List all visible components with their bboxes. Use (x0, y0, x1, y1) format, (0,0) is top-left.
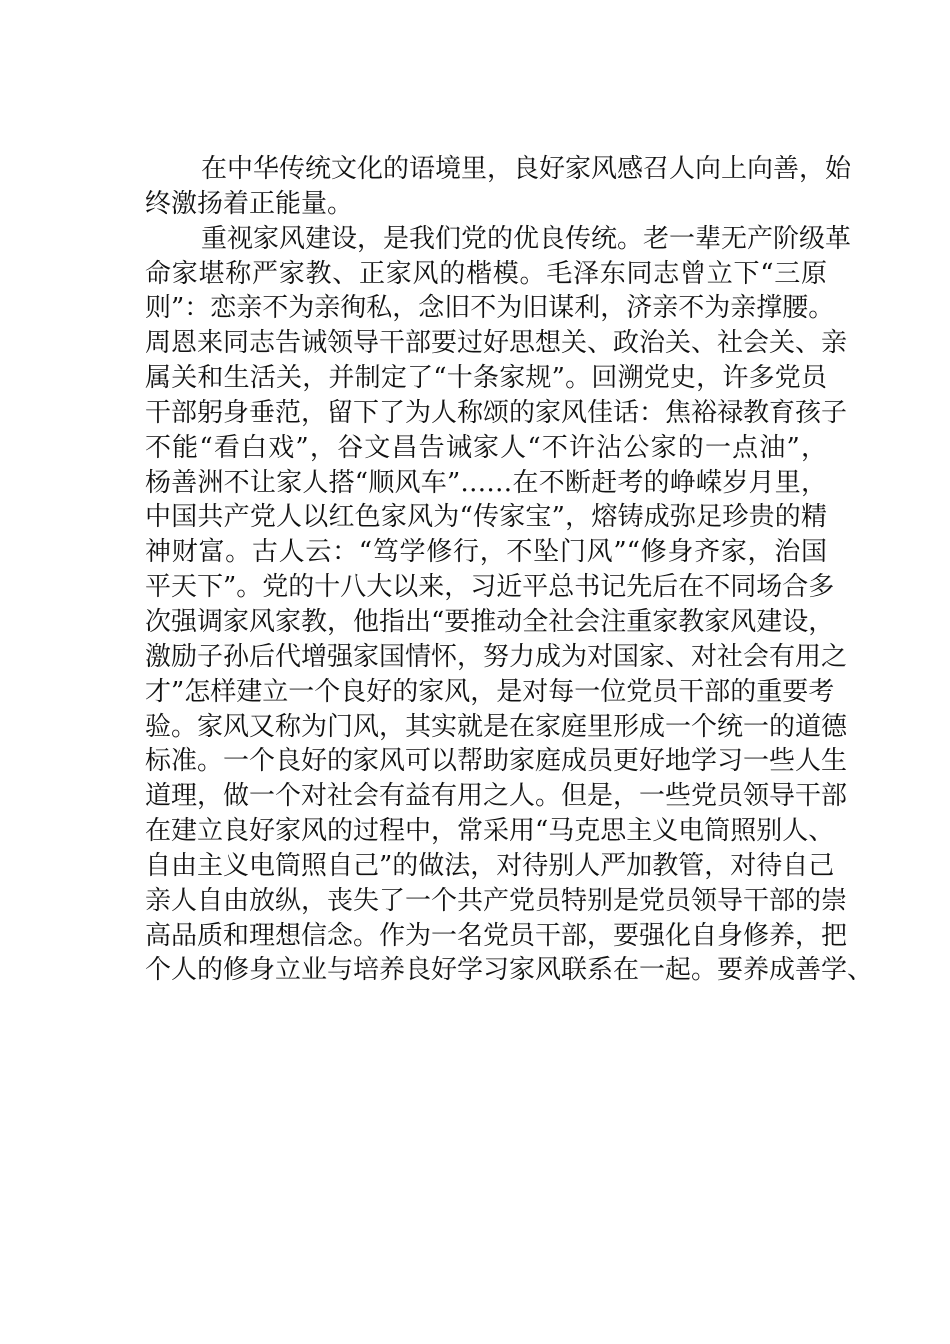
text-line: 才”怎样建立一个良好的家风，是对每一位党员干部的重要考 (145, 676, 835, 707)
text-line: 在建立良好家风的过程中，常采用“马克思主义电筒照别人、 (145, 816, 835, 847)
text-line: 亲人自由放纵，丧失了一个共产党员特别是党员领导干部的崇 (145, 885, 848, 916)
text-line: 道理，做一个对社会有益有用之人。但是，一些党员领导干部 (145, 781, 848, 812)
text-line: 验。家风又称为门风，其实就是在家庭里形成一个统一的道德 (145, 711, 848, 742)
text-line: 自由主义电筒照自己”的做法，对待别人严加教管，对待自己 (145, 850, 835, 881)
text-line: 属关和生活关，并制定了“十条家规”。回溯党史，许多党员 (145, 363, 827, 394)
text-line: 杨善洲不让家人搭“顺风车”……在不断赶考的峥嵘岁月里， (145, 467, 827, 498)
text-line: 高品质和理想信念。作为一名党员干部，要强化自身修养，把 (145, 920, 848, 951)
text-line: 则”：恋亲不为亲徇私，念旧不为旧谋利，济亲不为亲撑腰。 (145, 293, 835, 324)
paragraph-1 (145, 152, 852, 222)
paragraph-2 (145, 222, 874, 989)
text-line: 次强调家风家教，他指出“要推动全社会注重家教家风建设， (145, 606, 835, 637)
text-line: 中国共产党人以红色家风为“传家宝”，熔铸成弥足珍贵的精 (145, 502, 827, 533)
text-line: 周恩来同志告诫领导干部要过好思想关、政治关、社会关、亲 (145, 328, 848, 359)
text-line: 在中华传统文化的语境里，良好家风感召人向上向善，始 (201, 154, 852, 184)
text-line: 神财富。古人云：“笃学修行，不坠门风”“修身齐家，治国 (145, 537, 827, 568)
text-line: 个人的修身立业与培养良好学习家风联系在一起。要养成善学、 (145, 955, 874, 986)
text-line: 平天下”。党的十八大以来，习近平总书记先后在不同场合多 (145, 572, 835, 603)
text-line: 激励子孙后代增强家国情怀，努力成为对国家、对社会有用之 (145, 641, 848, 672)
text-line: 命家堪称严家教、正家风的楷模。毛泽东同志曾立下“三原 (145, 258, 827, 289)
text-line: 终激扬着正能量。 (145, 188, 354, 219)
text-line: 不能“看白戏”，谷文昌告诫家人“不许沾公家的一点油”， (145, 432, 827, 463)
text-line: 重视家风建设，是我们党的优良传统。老一辈无产阶级革 (201, 223, 852, 254)
document-body (145, 152, 874, 988)
text-line: 干部躬身垂范，留下了为人称颂的家风佳话：焦裕禄教育孩子 (145, 397, 848, 428)
text-line: 标准。一个良好的家风可以帮助家庭成员更好地学习一些人生 (145, 746, 848, 777)
